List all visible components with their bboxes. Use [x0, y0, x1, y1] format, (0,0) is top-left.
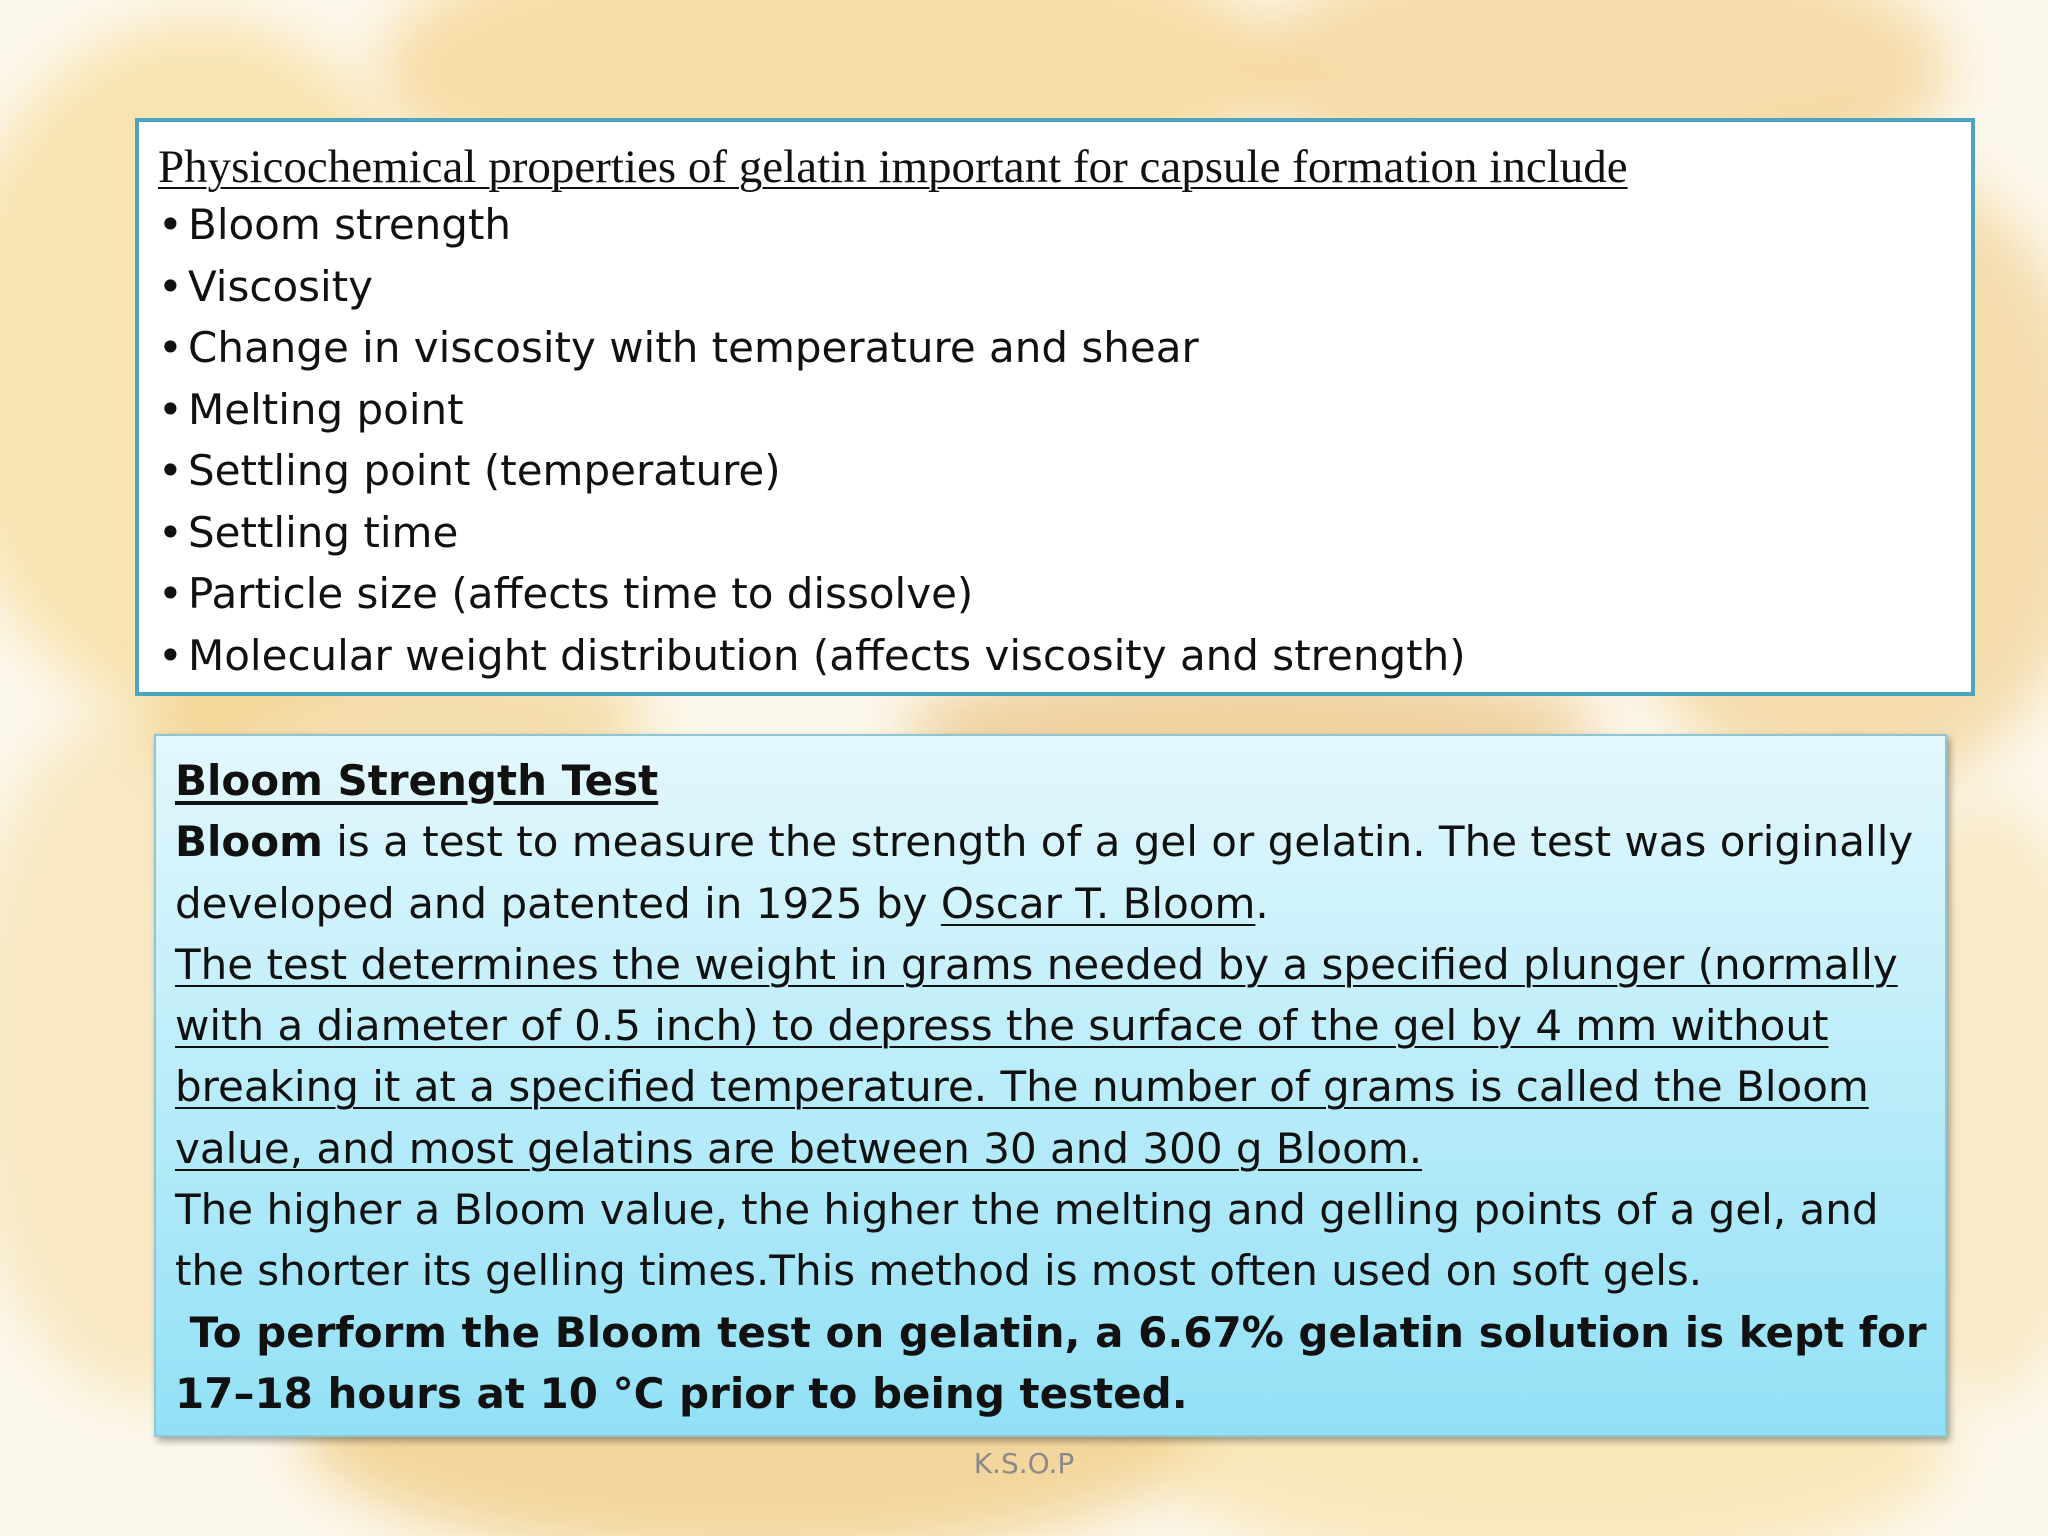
list-item-text: Change in viscosity with temperature and shear	[188, 323, 1199, 372]
list-item	[158, 502, 1953, 564]
bullet-icon: •	[158, 200, 183, 249]
list-item-text: Settling point (temperature)	[188, 446, 781, 495]
bullet-icon: •	[158, 261, 183, 311]
list-item-text: Melting point	[188, 384, 464, 434]
list-item-text: Settling time	[188, 507, 459, 557]
bloom-test-box	[154, 734, 1947, 1437]
bloom-test-title: Bloom Strength Test	[175, 756, 659, 805]
bloom-intro-paragraph	[175, 811, 1935, 934]
list-item	[158, 379, 1953, 441]
properties-list	[158, 194, 1953, 686]
list-item	[158, 317, 1953, 379]
list-item-text: Molecular weight distribution (affects viscosity and strength)	[188, 630, 1466, 680]
list-item-text: Bloom strength	[188, 200, 512, 249]
bullet-icon: •	[158, 323, 183, 372]
list-item-text: Particle size (affects time to dissolve)	[188, 569, 974, 618]
list-item	[158, 563, 1953, 625]
bloom-intro-text: is a test to measure the strength of a gel or gelatin. The test was originally developed and patented in 1925 by	[175, 817, 1914, 928]
bullet-icon: •	[158, 446, 183, 495]
oscar-bloom-link[interactable]: Oscar T. Bloom	[940, 878, 1256, 928]
bloom-intro-end: .	[1255, 878, 1269, 928]
bullet-icon: •	[158, 569, 183, 618]
bloom-effect-paragraph: The higher a Bloom value, the higher the melting and gelling points of a gel, and the shorter its gelling times.This method is most often used on soft gels.	[175, 1185, 1879, 1296]
properties-heading: Physicochemical properties of gelatin important for capsule formation include	[158, 141, 1628, 193]
properties-box	[135, 118, 1975, 696]
bullet-icon: •	[158, 507, 183, 557]
list-item	[158, 256, 1953, 318]
bloom-term: Bloom	[175, 817, 323, 867]
list-item	[158, 440, 1953, 502]
bullet-icon: •	[158, 384, 183, 434]
footer-label: K.S.O.P	[973, 1447, 1075, 1480]
bloom-procedure-paragraph: To perform the Bloom test on gelatin, a 6.67% gelatin solution is kept for 17–18 hours at 10 °C prior to being tested.	[175, 1307, 1942, 1418]
bloom-definition-paragraph: The test determines the weight in grams needed by a specified plunger (normally with a diameter of 0.5 inch) to depress the surface of the gel by 4 mm without breaking it at a specified temperature. The number of grams is called the Bloom value, and most gelatins are between 30 and 300 g Bloom.	[175, 939, 1898, 1173]
bullet-icon: •	[158, 630, 183, 680]
list-item-text: Viscosity	[188, 261, 374, 311]
list-item	[158, 625, 1953, 687]
list-item	[158, 194, 1953, 256]
